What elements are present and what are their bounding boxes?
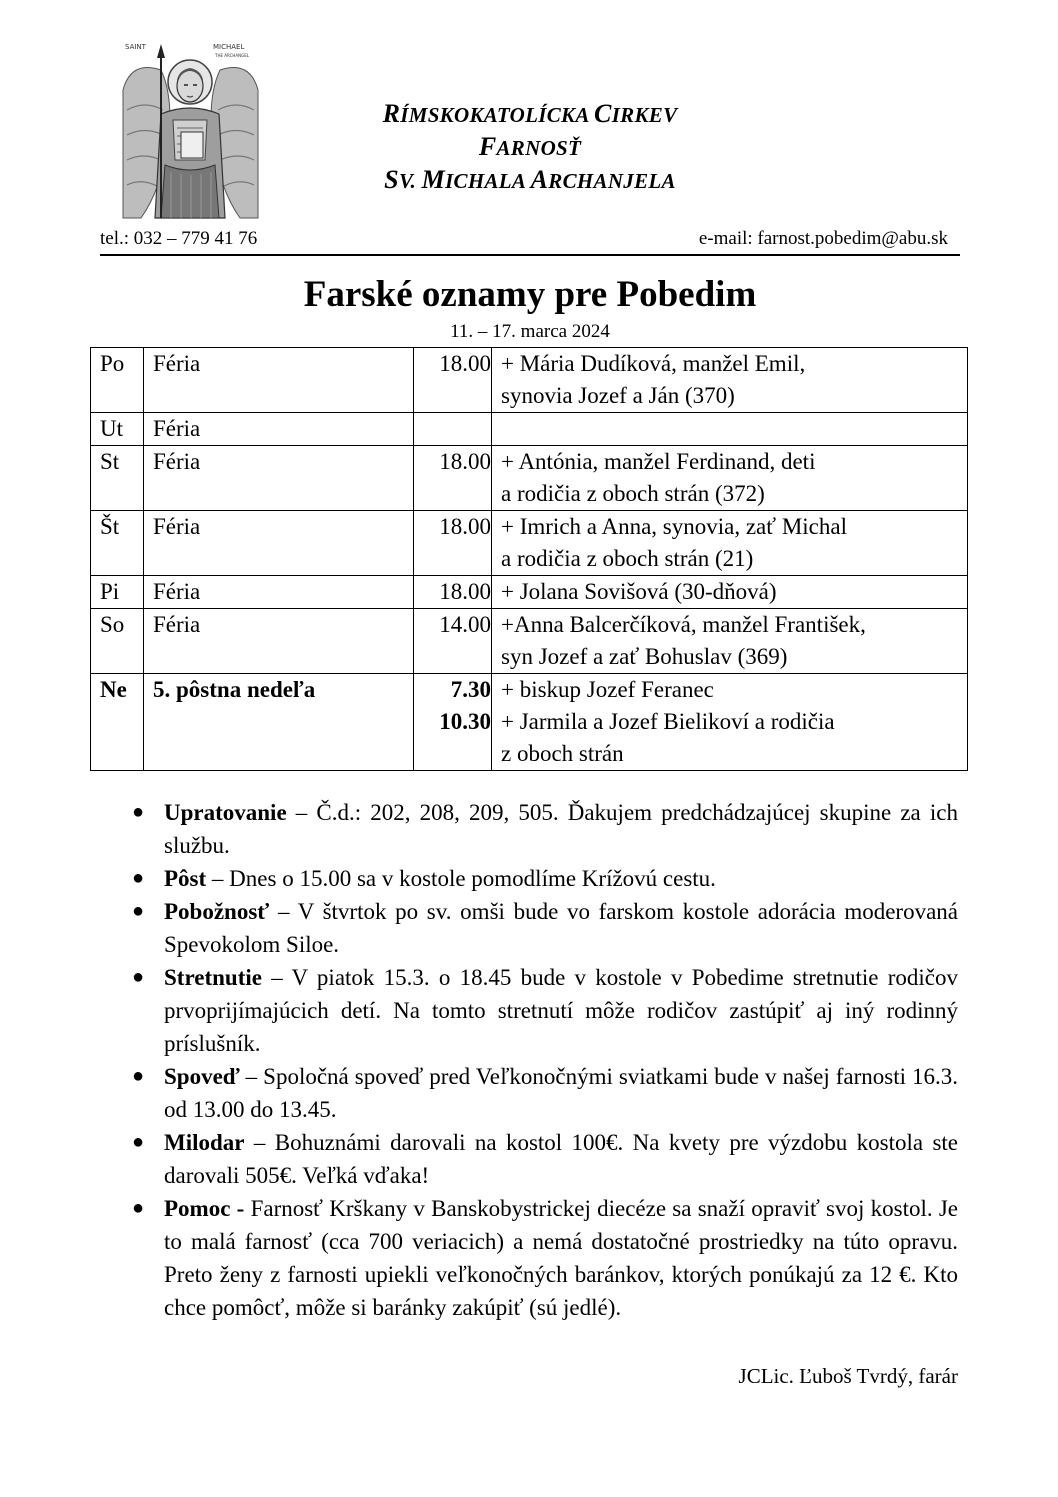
page-title: Farské oznamy pre Pobedim <box>303 274 757 315</box>
icon-caption-right: MICHAEL <box>213 43 245 51</box>
icon-caption-small: THE ARCHANGEL <box>215 53 249 58</box>
announcements-list <box>132 796 958 1324</box>
bullet-icon: ● <box>132 867 145 889</box>
day-cell: So <box>91 609 144 674</box>
announcement-text: – V štvrtok po sv. omši bude vo farskom kostole adorácia moderovaná Spevokolom Siloe. <box>164 899 958 957</box>
org-line-2: FARNOSŤ <box>478 132 582 161</box>
announcement-label: Pobožnosť <box>164 899 270 924</box>
day-cell: Št <box>91 511 144 576</box>
mass-time-cell: 7.30 10.30 <box>414 674 492 771</box>
liturgical-day-cell: Féria <box>144 348 414 413</box>
signature: JCLic. Ľuboš Tvrdý, farár <box>738 1364 958 1388</box>
announcement-text: – Spoločná spoveď pred Veľkonočnými sviatkami bude v našej farnosti 16.3. od 13.00 do 13.45. <box>164 1064 958 1122</box>
announcement-label: Milodar <box>164 1130 245 1155</box>
announcement-label: Spoveď <box>164 1064 240 1089</box>
parish-name <box>290 98 770 197</box>
mass-time-cell: 18.00 <box>414 446 492 511</box>
email-address: e-mail: farnost.pobedim@abu.sk <box>698 228 948 249</box>
liturgical-day-cell: Féria <box>144 413 414 446</box>
announcement-text: Farnosť Krškany v Banskobystrickej diecéze sa snaží opraviť svoj kostol. Je to malá farnosť (cca 700 veriacich) a nemá dostatočné prostriedky na túto opravu. Preto ženy z farnosti upiekli veľkonočných baránkov, ktorých ponúkajú za 12 €. Kto chce pomôcť, môže si baránky zakúpiť (sú jedlé). <box>164 1196 958 1320</box>
announcement-label: Upratovanie <box>164 800 287 825</box>
day-cell: Po <box>91 348 144 413</box>
mass-time-cell: 18.00 <box>414 348 492 413</box>
bullet-icon: ● <box>132 900 145 922</box>
announcement-item <box>132 895 958 961</box>
intention-cell: + Mária Dudíková, manžel Emil, synovia Jozef a Ján (370) <box>492 348 968 413</box>
day-cell: Pi <box>91 576 144 609</box>
table-row <box>91 609 968 674</box>
phone-number: tel.: 032 – 779 41 76 <box>100 228 258 249</box>
intention-cell: + biskup Jozef Feranec + Jarmila a Jozef Bielikoví a rodičia z oboch strán <box>492 674 968 771</box>
mass-time-cell: 14.00 <box>414 609 492 674</box>
announcement-item <box>132 1192 958 1324</box>
contact-row <box>100 226 960 256</box>
table-row <box>91 511 968 576</box>
intention-cell: + Antónia, manžel Ferdinand, deti a rodičia z oboch strán (372) <box>492 446 968 511</box>
announcement-label: Stretnutie <box>164 965 262 990</box>
announcement-label: Pomoc - <box>164 1196 245 1221</box>
table-row <box>91 446 968 511</box>
table-row <box>91 348 968 413</box>
announcement-item <box>132 961 958 1060</box>
announcement-text: – Č.d.: 202, 208, 209, 505. Ďakujem predchádzajúcej skupine za ich službu. <box>164 800 958 858</box>
announcement-label: Pôst <box>164 866 207 891</box>
intention-cell: + Jolana Sovišová (30-dňová) <box>492 576 968 609</box>
mass-time-cell <box>414 413 492 446</box>
announcement-item <box>132 862 958 895</box>
liturgical-day-cell: Féria <box>144 446 414 511</box>
org-line-3: SV. MICHALA ARCHANJELA <box>384 165 676 194</box>
intention-cell: +Anna Balcerčíková, manžel František, syn Jozef a zať Bohuslav (369) <box>492 609 968 674</box>
bullet-icon: ● <box>132 1065 145 1087</box>
announcement-text: – V piatok 15.3. o 18.45 bude v kostole v Pobedime stretnutie rodičov prvoprijímajúcich detí. Na tomto stretnutí môže rodičov zastúpiť aj iný rodinný príslušník. <box>164 965 958 1056</box>
table-row <box>91 576 968 609</box>
liturgical-day-cell: 5. pôstna nedeľa <box>144 674 414 771</box>
announcement-item <box>132 1126 958 1192</box>
mass-time-cell: 18.00 <box>414 576 492 609</box>
announcement-item <box>132 796 958 862</box>
mass-schedule-table <box>90 347 968 771</box>
announcement-item <box>132 1060 958 1126</box>
day-cell: Ut <box>91 413 144 446</box>
day-cell: Ne <box>91 674 144 771</box>
bullet-icon: ● <box>132 1197 145 1219</box>
table-row <box>91 674 968 771</box>
bullet-icon: ● <box>132 966 145 988</box>
liturgical-day-cell: Féria <box>144 609 414 674</box>
bullet-icon: ● <box>132 801 145 823</box>
day-cell: St <box>91 446 144 511</box>
org-line-1: RÍMSKOKATOLÍCKA CIRKEV <box>382 99 678 128</box>
mass-time-cell: 18.00 <box>414 511 492 576</box>
liturgical-day-cell: Féria <box>144 511 414 576</box>
table-row <box>91 413 968 446</box>
icon-caption-left: SAINT <box>125 43 146 51</box>
announcement-text: – Bohuznámi darovali na kostol 100€. Na kvety pre výzdobu kostola ste darovali 505€. Veľká vďaka! <box>164 1130 958 1188</box>
date-range: 11. – 17. marca 2024 <box>450 321 610 342</box>
saint-michael-icon <box>121 40 260 224</box>
intention-cell: + Imrich a Anna, synovia, zať Michal a rodičia z oboch strán (21) <box>492 511 968 576</box>
bullet-icon: ● <box>132 1131 145 1153</box>
announcement-text: – Dnes o 15.00 sa v kostole pomodlíme Krížovú cestu. <box>206 866 716 891</box>
intention-cell <box>492 413 968 446</box>
liturgical-day-cell: Féria <box>144 576 414 609</box>
